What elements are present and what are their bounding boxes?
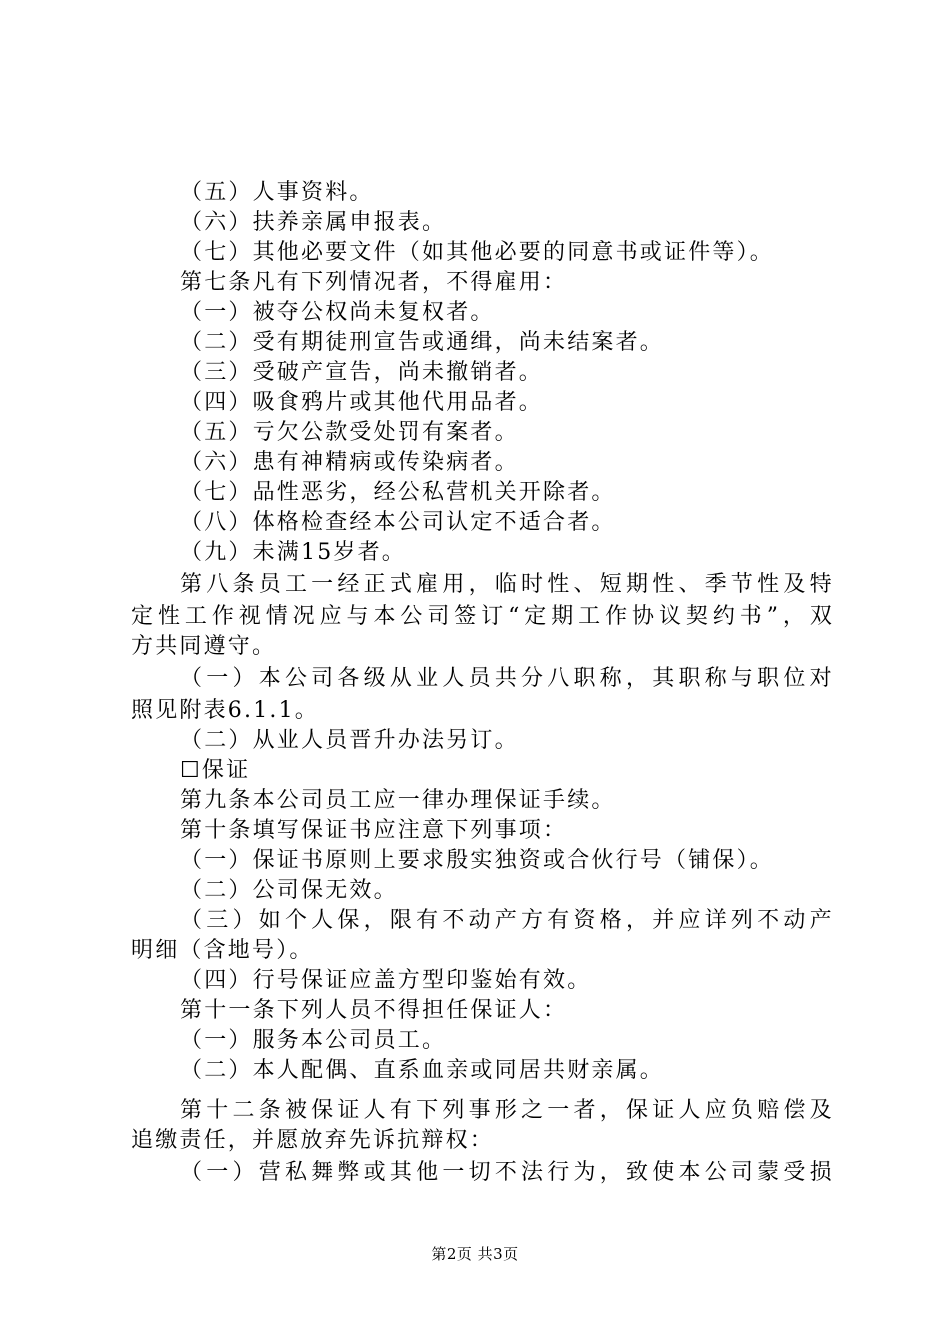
text-line: （七）其他必要文件（如其他必要的同意书或证件等）。 xyxy=(180,240,775,265)
text-line: （一）保证书原则上要求殷实独资或合伙行号（铺保）。 xyxy=(180,848,775,873)
text-line: 照见附表6.1.1。 xyxy=(131,698,319,723)
text-line: （一）被夺公权尚未复权者。 xyxy=(180,300,495,325)
text-line: 第 十 二 条 被 保 证 人 有 下 列 事 形 之 一 者 ， 保 证 人 应 负 赔 偿 及 xyxy=(180,1098,832,1123)
text-line: 明细（含地号）。 xyxy=(131,938,314,963)
text-line: （四）吸食鸦片或其他代用品者。 xyxy=(180,390,544,415)
text-line: 第十条填写保证书应注意下列事项： xyxy=(180,818,568,843)
text-line: （一）服务本公司员工。 xyxy=(180,1028,447,1053)
text-line: （ 三 ） 如 个 人 保 ， 限 有 不 动 产 方 有 资 格 ， 并 应 详 列 不 动 产 xyxy=(180,908,832,933)
text-line: （五）亏欠公款受处罚有案者。 xyxy=(180,420,519,445)
text-line: 定 性 工 作 视 情 况 应 与 本 公 司 签 订 “ 定 期 工 作 协 议 契 约 书 ” ， 双 xyxy=(131,604,832,629)
text-line: （八）体格检查经本公司认定不适合者。 xyxy=(180,510,616,535)
text-line: 方共同遵守。 xyxy=(131,634,277,659)
text-line: （ 一 ） 本 公 司 各 级 从 业 人 员 共 分 八 职 称 ， 其 职 称 与 职 位 对 xyxy=(180,666,832,691)
text-line: ☐保证 xyxy=(180,758,251,783)
text-line: 第 八 条 员 工 一 经 正 式 雇 用 ， 临 时 性 、 短 期 性 、 季 节 性 及 特 xyxy=(180,572,832,597)
text-line: （四）行号保证应盖方型印鉴始有效。 xyxy=(180,968,592,993)
page-footer: 第2页 共3页 xyxy=(431,1245,519,1263)
text-line: （二）从业人员晋升办法另订。 xyxy=(180,728,519,753)
text-line: （二）公司保无效。 xyxy=(180,878,398,903)
text-line: （九）未满15岁者。 xyxy=(180,540,406,565)
text-line: （五）人事资料。 xyxy=(180,180,374,205)
text-line: （二）本人配偶、直系血亲或同居共财亲属。 xyxy=(180,1058,665,1083)
text-line: 第十一条下列人员不得担任保证人： xyxy=(180,998,568,1023)
text-line: （二）受有期徒刑宣告或通缉，尚未结案者。 xyxy=(180,330,665,355)
text-line: （三）受破产宣告，尚未撤销者。 xyxy=(180,360,544,385)
text-line: （六）扶养亲属申报表。 xyxy=(180,210,447,235)
text-line: （七）品性恶劣，经公私营机关开除者。 xyxy=(180,480,616,505)
text-line: （ 一 ） 营 私 舞 弊 或 其 他 一 切 不 法 行 为 ， 致 使 本 公 司 蒙 受 损 xyxy=(180,1160,832,1185)
text-line: 第七条凡有下列情况者，不得雇用： xyxy=(180,270,568,295)
text-line: （六）患有神精病或传染病者。 xyxy=(180,450,519,475)
text-line: 第九条本公司员工应一律办理保证手续。 xyxy=(180,788,616,813)
text-line: 追缴责任，并愿放弃先诉抗辩权： xyxy=(131,1128,495,1153)
